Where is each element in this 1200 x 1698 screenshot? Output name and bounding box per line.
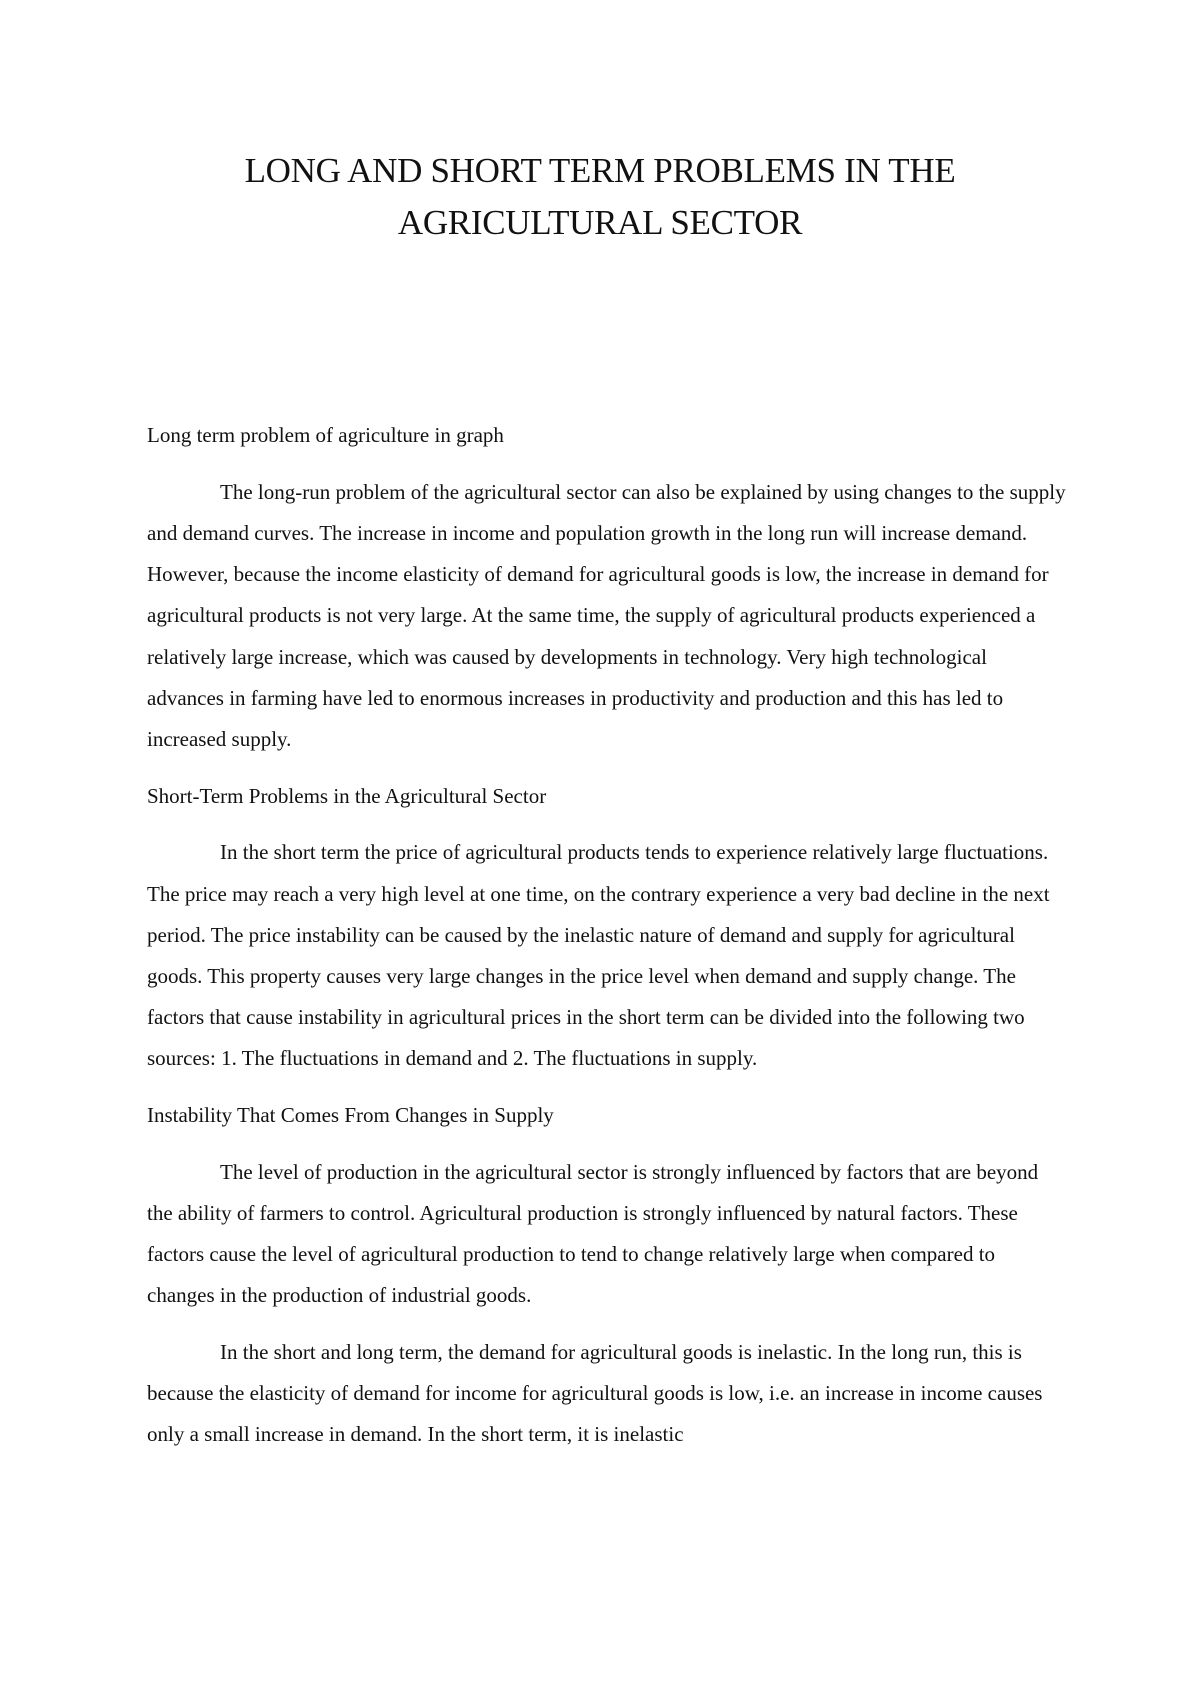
section-heading-supply-instability: Instability That Comes From Changes in Supply bbox=[147, 1103, 554, 1128]
document-body bbox=[147, 415, 1067, 1471]
document-title bbox=[130, 145, 1070, 249]
paragraph-demand-inelastic: In the short and long term, the demand for agricultural goods is inelastic. In the long run, this is because the elasticity of demand for income for agricultural goods is low, i.e. an increase in income causes only a small increase in demand. In the short term, it is inelastic bbox=[147, 1340, 1043, 1447]
paragraph-supply-instability: The level of production in the agricultural sector is strongly influenced by factors that are beyond the ability of farmers to control. Agricultural production is strongly influenced by natural factors. These factors cause the level of agricultural production to tend to change relatively large when compared to changes in the production of industrial goods. bbox=[147, 1159, 1039, 1308]
section-heading-short-term: Short-Term Problems in the Agricultural Sector bbox=[147, 783, 547, 808]
document-title-line-1: LONG AND SHORT TERM PROBLEMS IN THE bbox=[244, 151, 956, 190]
section-heading-long-term: Long term problem of agriculture in graph bbox=[147, 423, 504, 447]
paragraph-long-term: The long-run problem of the agricultural sector can also be explained by using changes to the supply and demand curves. The increase in income and population growth in the long run will increase demand. However, because the income elasticity of demand for agricultural goods is low, the increase in demand for agricultural products is not very large. At the same time, the supply of agricultural products experienced a relatively large increase, which was caused by developments in technology. Very high technological advances in farming have led to enormous increases in productivity and production and this has led to increased supply. bbox=[147, 479, 1066, 751]
document-title-line-2: AGRICULTURAL SECTOR bbox=[397, 203, 803, 242]
paragraph-short-term: In the short term the price of agricultural products tends to experience relatively large fluctuations. The price may reach a very high level at one time, on the contrary experience a very bad decline in the next period. The price instability can be caused by the inelastic nature of demand and supply for agricultural goods. This property causes very large changes in the price level when demand and supply change. The factors that cause instability in agricultural prices in the short term can be divided into the following two sources: 1. The fluctuations in demand and 2. The fluctuations in supply. bbox=[147, 840, 1050, 1071]
